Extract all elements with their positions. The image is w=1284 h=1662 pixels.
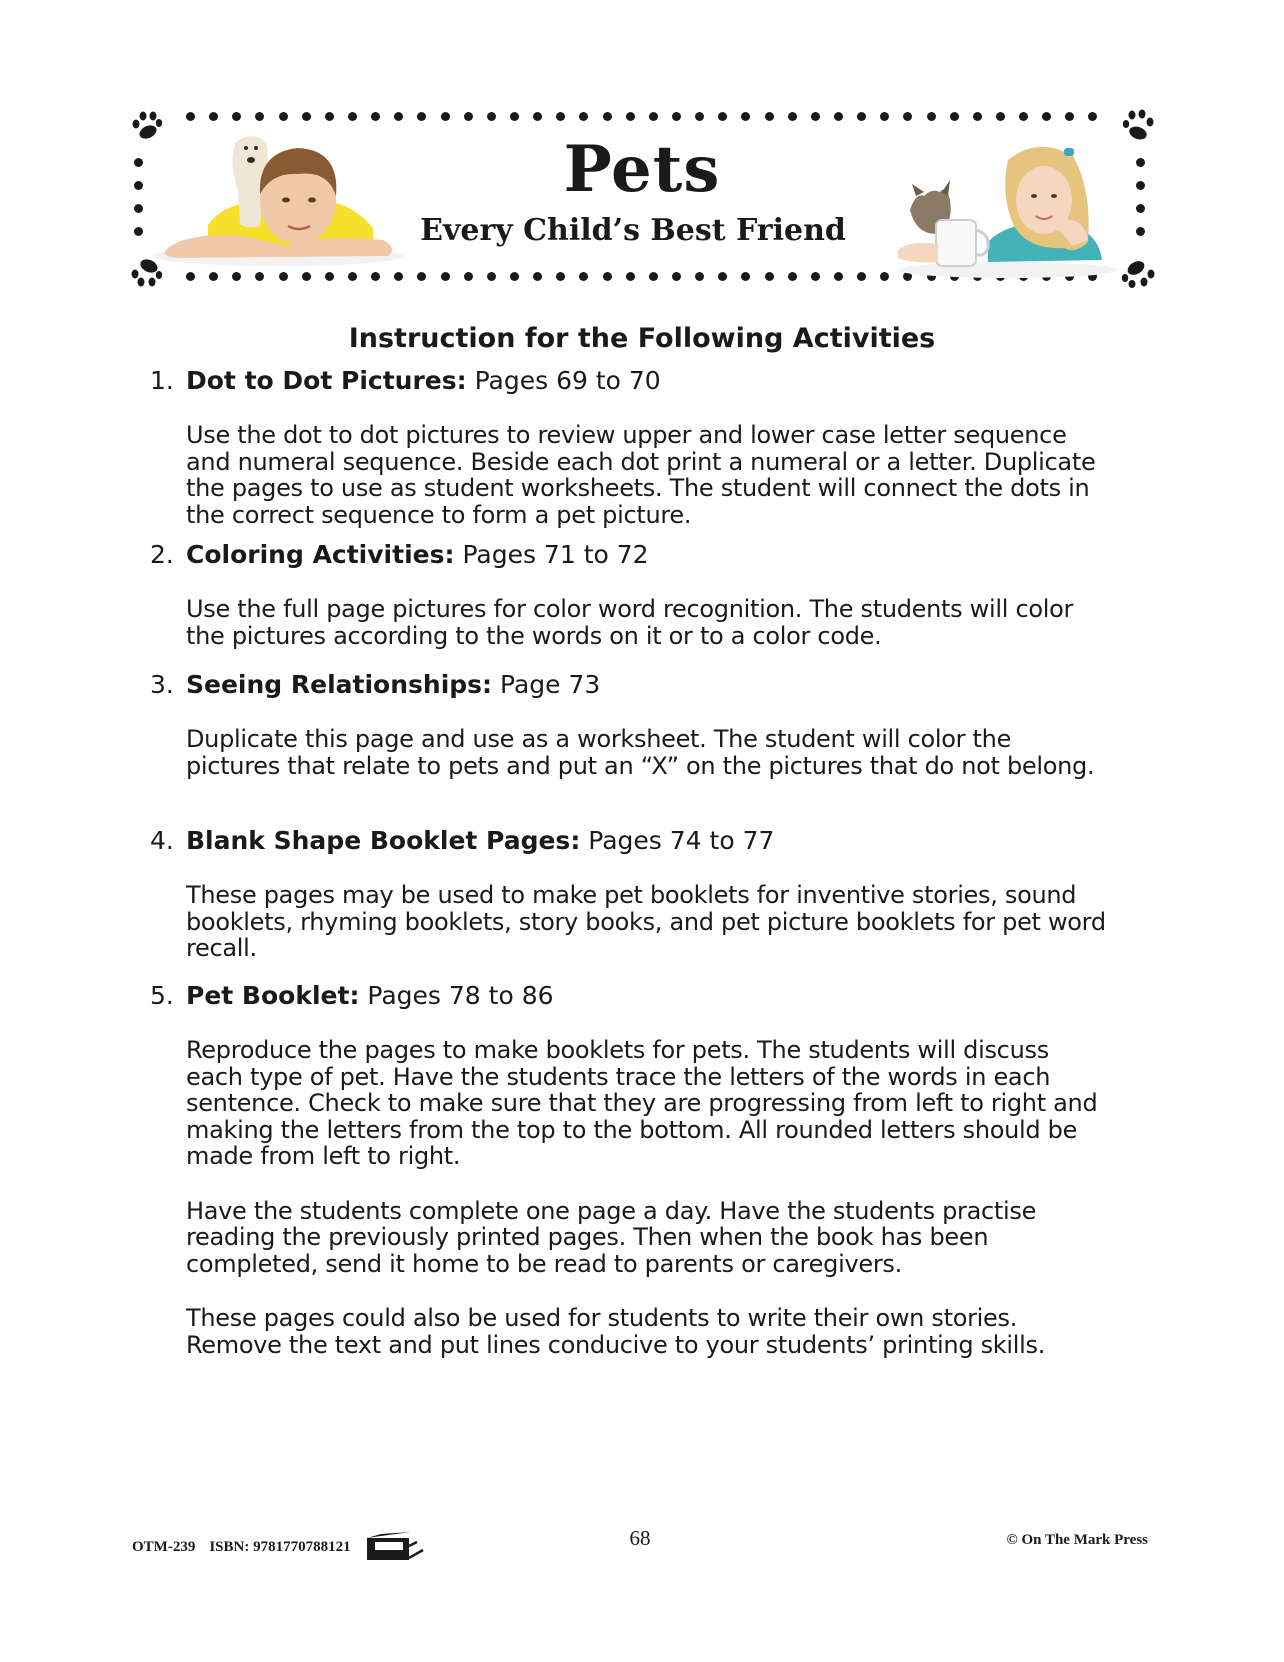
border-dot <box>556 112 565 121</box>
border-dot <box>464 112 473 121</box>
border-dot <box>718 272 727 281</box>
activity-number: 4. <box>150 826 174 855</box>
border-dot <box>626 272 635 281</box>
border-dot <box>302 112 311 121</box>
border-dot <box>325 272 334 281</box>
border-dot <box>441 272 450 281</box>
border-dot <box>695 112 704 121</box>
border-dot <box>857 272 866 281</box>
border-dot <box>186 272 195 281</box>
border-dot <box>255 272 264 281</box>
border-dot <box>857 112 866 121</box>
border-dot <box>510 272 519 281</box>
border-dot <box>579 272 588 281</box>
border-dot <box>603 272 612 281</box>
border-dot <box>811 272 820 281</box>
activity-pages: Pages 74 to 77 <box>588 826 775 855</box>
border-dot <box>255 112 264 121</box>
border-dot <box>134 204 143 213</box>
border-dot <box>626 112 635 121</box>
border-dot <box>1065 112 1074 121</box>
activity-description: Have the students complete one page a day. Have the students practise reading the previously printed pages. Then when the book has been completed, send it home to be read to parents or caregivers. <box>186 1196 1037 1278</box>
activity-title: Pet Booklet: <box>186 981 360 1010</box>
activity-description: Use the full page pictures for color word recognition. The students will color the pictures according to the words on it or to a color code. <box>186 595 1074 650</box>
activity-heading <box>150 540 1110 570</box>
activity-heading <box>150 670 1110 700</box>
border-dot <box>417 272 426 281</box>
activity-description: Use the dot to dot pictures to review upper and lower case letter sequence and numeral sequence. Beside each dot print a numeral or a letter. Duplicate the pages to use as student worksheets. The student will connect the dots in the correct sequence to form a pet picture. <box>186 421 1096 529</box>
border-dot <box>1136 204 1145 213</box>
border-dot <box>996 112 1005 121</box>
border-dot <box>950 112 959 121</box>
border-dot <box>487 112 496 121</box>
border-dot <box>134 227 143 236</box>
border-dot <box>394 112 403 121</box>
border-dot <box>371 112 380 121</box>
border-dot <box>417 112 426 121</box>
page-heading: Instruction for the Following Activities <box>348 323 936 354</box>
activity-pages: Pages 78 to 86 <box>367 981 554 1010</box>
border-dot <box>718 112 727 121</box>
border-dot <box>741 112 750 121</box>
paw-print-icon <box>1120 252 1156 288</box>
banner-subtitle: Every Child’s Best Friend <box>420 213 846 248</box>
border-dot <box>1136 227 1145 236</box>
border-dot <box>649 272 658 281</box>
border-dot <box>371 272 380 281</box>
border-dot <box>649 112 658 121</box>
border-dot <box>348 272 357 281</box>
border-dot <box>834 272 843 281</box>
border-dot <box>603 112 612 121</box>
border-dot <box>788 112 797 121</box>
border-dot <box>186 112 195 121</box>
border-dot <box>232 272 241 281</box>
banner-title: Pets <box>563 132 721 207</box>
activity-pages: Pages 71 to 72 <box>462 540 649 569</box>
border-dot <box>556 272 565 281</box>
activity-description: Duplicate this page and use as a worksheet. The student will color the pictures that relate to pets and put an “X” on the pictures that do not belong. <box>186 725 1095 780</box>
activity-title: Seeing Relationships: <box>186 670 493 699</box>
activity-number: 2. <box>150 540 174 569</box>
border-dot <box>672 272 681 281</box>
activity-item-4 <box>150 826 1110 962</box>
border-dot <box>487 272 496 281</box>
activity-title: Dot to Dot Pictures: <box>186 366 467 395</box>
activity-number: 3. <box>150 670 174 699</box>
activity-number: 1. <box>150 366 174 395</box>
isbn: ISBN: 9781770788121 <box>209 1538 351 1555</box>
border-dot <box>232 112 241 121</box>
border-dot <box>579 112 588 121</box>
border-dot <box>973 112 982 121</box>
border-dot <box>510 112 519 121</box>
border-dot <box>279 272 288 281</box>
border-dot <box>927 112 936 121</box>
border-dot <box>209 272 218 281</box>
border-dot <box>302 272 311 281</box>
border-dot <box>533 272 542 281</box>
activity-title: Coloring Activities: <box>186 540 455 569</box>
border-dot <box>1019 112 1028 121</box>
border-dot <box>880 112 889 121</box>
activity-number: 5. <box>150 981 174 1010</box>
activity-heading <box>150 366 1110 396</box>
activity-description: These pages could also be used for students to write their own stories. Remove the text and put lines conducive to your students’ printing skills. <box>186 1304 1046 1359</box>
border-dot <box>279 112 288 121</box>
border-dot <box>811 112 820 121</box>
border-dot <box>394 272 403 281</box>
border-dot <box>695 272 704 281</box>
page-footer <box>132 1524 1148 1554</box>
product-code: OTM-239 <box>132 1538 196 1555</box>
border-dot <box>765 112 774 121</box>
title-banner <box>128 108 1156 288</box>
border-dot <box>765 272 774 281</box>
activity-item-2 <box>150 540 1110 649</box>
border-dot <box>788 272 797 281</box>
activity-item-3 <box>150 670 1110 779</box>
border-dot <box>741 272 750 281</box>
border-dot <box>325 112 334 121</box>
border-dot <box>464 272 473 281</box>
border-dot <box>903 112 912 121</box>
border-dot <box>348 112 357 121</box>
activity-description: These pages may be used to make pet booklets for inventive stories, sound booklets, rhyming booklets, story books, and pet picture booklets for pet word recall. <box>186 881 1106 962</box>
border-dot <box>672 112 681 121</box>
activity-heading <box>150 826 1110 856</box>
page-number: 68 <box>629 1526 651 1550</box>
border-dot <box>834 112 843 121</box>
activity-item-5 <box>150 981 1110 1358</box>
activity-description: Reproduce the pages to make booklets for pets. The students will discuss each type of pet. Have the students trace the letters of the words in each sentence. Check to make sure that they are progressing from left to right and making the letters from the top to the bottom. All rounded letters should be made from left to right. <box>186 1036 1098 1170</box>
activity-pages: Page 73 <box>500 670 601 699</box>
copyright-notice: © On The Mark Press <box>1006 1532 1148 1548</box>
activity-item-1 <box>150 366 1110 528</box>
dotted-border-top <box>186 112 1098 126</box>
border-dot <box>1042 112 1051 121</box>
border-dot <box>533 112 542 121</box>
border-dot <box>209 112 218 121</box>
border-dot <box>1088 112 1097 121</box>
activity-heading <box>150 981 1110 1011</box>
activity-pages: Pages 69 to 70 <box>474 366 661 395</box>
activity-title: Blank Shape Booklet Pages: <box>186 826 581 855</box>
border-dot <box>441 112 450 121</box>
